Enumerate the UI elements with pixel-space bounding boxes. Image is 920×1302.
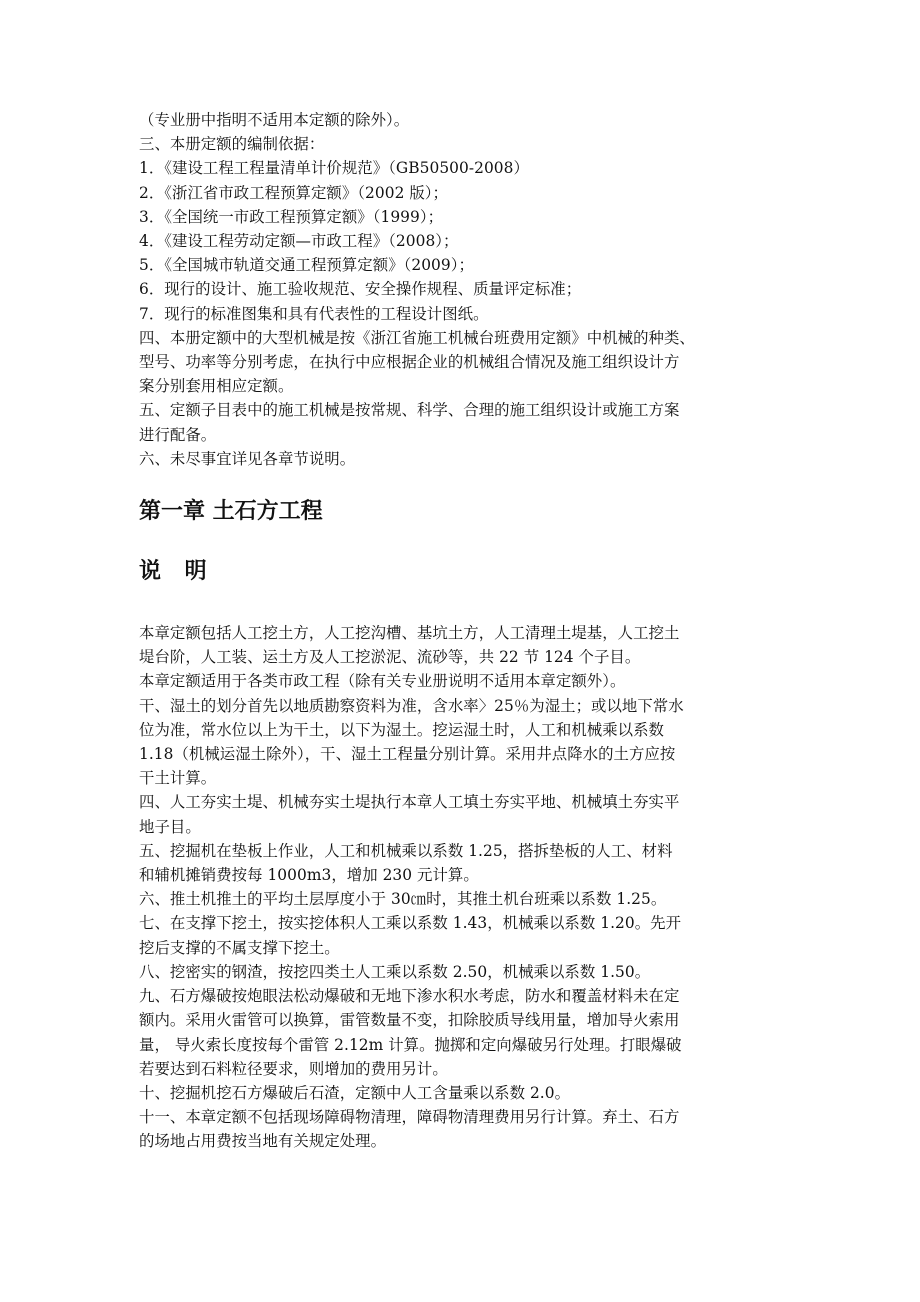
chapter-title: 第一章 土石方工程 bbox=[139, 499, 323, 525]
text-line: 4．《建设工程劳动定额—市政工程》（2008）； bbox=[139, 232, 459, 251]
text-line: 挖后支撑的不属支撑下挖土。 bbox=[139, 938, 340, 957]
text-line: 7．现行的标准图集和具有代表性的工程设计图纸。 bbox=[139, 304, 489, 323]
text-line: （专业册中指明不适用本定额的除外）。 bbox=[139, 111, 410, 129]
document-page bbox=[139, 108, 789, 1154]
text-line: 3．《全国统一市政工程预算定额》（1999）； bbox=[139, 207, 444, 226]
text-line: 量， 导火索长度按每个雷管 2.12m 计算。抛掷和定向爆破另行处理。打眼爆破 bbox=[139, 1035, 682, 1054]
text-line: 六、推土机推土的平均土层厚度小于 30㎝时，其推土机台班乘以系数 1.25。 bbox=[139, 890, 667, 909]
text-line: 地子目。 bbox=[139, 817, 201, 836]
text-line: 六、未尽事宜详见各章节说明。 bbox=[139, 449, 356, 468]
text-line: 四、本册定额中的大型机械是按《浙江省施工机械台班费用定额》中机械的种类、 bbox=[139, 328, 695, 347]
text-line: 五、定额子目表中的施工机械是按常规、科学、合理的施工组织设计或施工方案 bbox=[139, 401, 680, 420]
text-line: 本章定额包括人工挖土方，人工挖沟槽、基坑土方，人工清理土堤基，人工挖土 bbox=[139, 624, 680, 643]
text-line: 1.18（机械运湿土除外），干、湿土工程量分别计算。采用井点降水的土方应按 bbox=[139, 745, 676, 764]
text-line: 1．《建设工程工程量清单计价规范》（GB50500-2008） bbox=[139, 159, 529, 178]
text-line: 七、在支撑下挖土，按实挖体积人工乘以系数 1.43，机械乘以系数 1.20。先开 bbox=[139, 914, 682, 933]
text-line: 干、湿土的划分首先以地质勘察资料为准，含水率〉25％为湿土；或以地下常水 bbox=[139, 696, 684, 715]
text-line: 本章定额适用于各类市政工程（除有关专业册说明不适用本章定额外）。 bbox=[139, 672, 626, 691]
text-line: 案分别套用相应定额。 bbox=[139, 377, 294, 396]
text-line: 九、石方爆破按炮眼法松动爆破和无地下渗水积水考虑，防水和覆盖材料未在定 bbox=[139, 987, 680, 1006]
text-line: 位为准，常水位以上为干土，以下为湿土。挖运湿土时，人工和机械乘以系数 bbox=[139, 720, 664, 739]
text-line: 堤台阶，人工装、运土方及人工挖淤泥、流砂等，共 22 节 124 个子目。 bbox=[139, 648, 641, 667]
text-line: 的场地占用费按当地有关规定处理。 bbox=[139, 1132, 387, 1151]
text-line: 6．现行的设计、施工验收规范、安全操作规程、质量评定标准； bbox=[139, 280, 582, 299]
text-line: 十、挖掘机挖石方爆破后石渣，定额中人工含量乘以系数 2.0。 bbox=[139, 1083, 571, 1102]
text-line: 五、挖掘机在垫板上作业，人工和机械乘以系数 1.25，搭拆垫板的人工、材料 bbox=[139, 841, 673, 860]
section-title: 说 明 bbox=[139, 559, 215, 585]
text-line: 进行配备。 bbox=[139, 425, 217, 444]
text-line: 干土计算。 bbox=[139, 769, 217, 788]
text-line: 5．《全国城市轨道交通工程预算定额》（2009）； bbox=[139, 256, 474, 275]
chapter-body bbox=[139, 621, 789, 1153]
text-line: 四、人工夯实土堤、机械夯实土堤执行本章人工填土夯实平地、机械填土夯实平 bbox=[139, 793, 680, 812]
text-line: 三、本册定额的编制依据： bbox=[139, 135, 325, 154]
text-line: 和辅机摊销费按每 1000m3，增加 230 元计算。 bbox=[139, 866, 479, 885]
text-line: 若要达到石料粒径要求，则增加的费用另计。 bbox=[139, 1059, 448, 1078]
text-line: 十一、本章定额不包括现场障碍物清理，障碍物清理费用另行计算。弃土、石方 bbox=[139, 1108, 680, 1127]
text-line: 八、挖密实的钢渣，按挖四类土人工乘以系数 2.50，机械乘以系数 1.50。 bbox=[139, 962, 651, 981]
text-line: 额内。采用火雷管可以换算，雷管数量不变，扣除胶质导线用量，增加导火索用 bbox=[139, 1011, 680, 1030]
text-line: 2．《浙江省市政工程预算定额》（2002 版）； bbox=[139, 183, 448, 202]
text-line: 型号、功率等分别考虑，在执行中应根据企业的机械组合情况及施工组织设计方 bbox=[139, 353, 680, 372]
intro-section bbox=[139, 108, 789, 471]
